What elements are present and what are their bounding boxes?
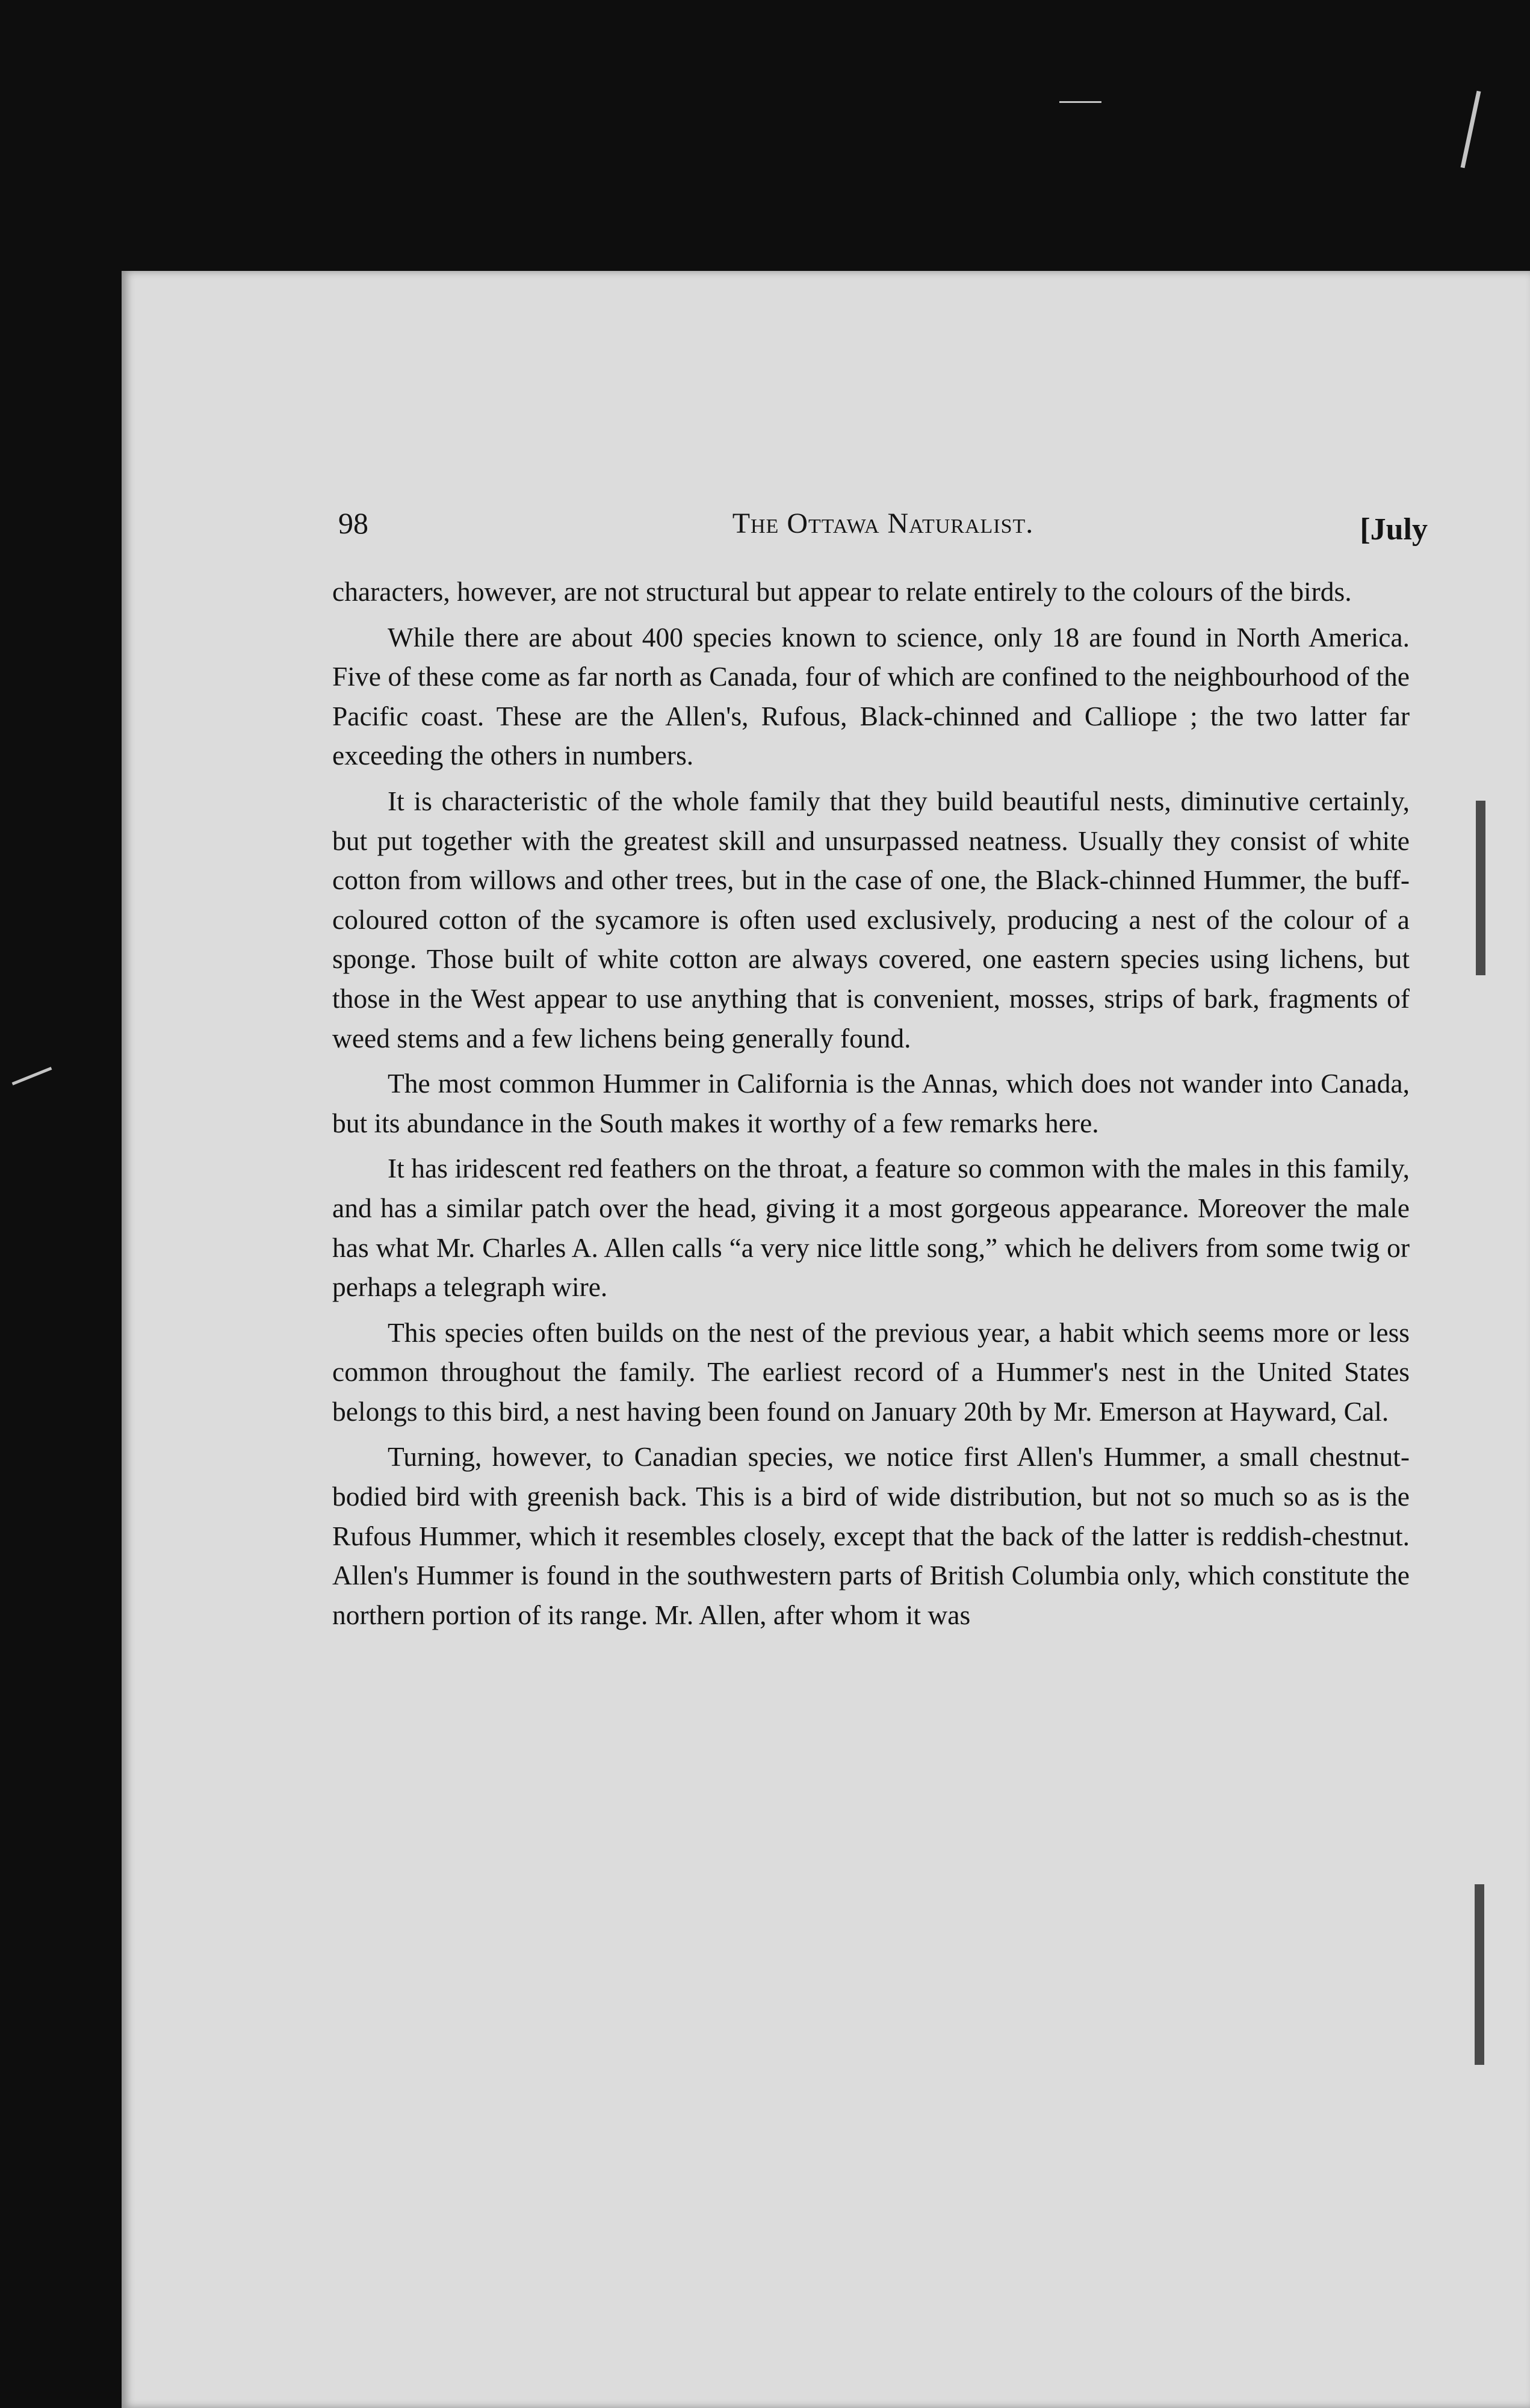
paragraph: It has iridescent red feathers on the throat, a feature so common with the males in this family, and has a similar patch over the head, giving it a most gorgeous appearance. Moreover the male has what Mr. Charles A. Allen calls “a very nice little song,” which he delivers from some twig or perhaps a telegraph wire. — [332, 1153, 1410, 1303]
paragraph: characters, however, are not structural but appear to relate entirely to the colours of the birds. — [332, 576, 1352, 607]
paragraph: This species often builds on the nest of the previous year, a habit which seems more or less common throughout the family. The earliest record of a Hummer's nest in the United States belongs to this bird, a nest having been found on January 20th by Mr. Emerson at Hayward, Cal. — [332, 1317, 1410, 1427]
issue-month: [July — [1360, 512, 1428, 547]
paragraph: Turning, however, to Canadian species, we notice first Allen's Hummer, a small chestnut-bodied bird with greenish back. This is a bird of wide distribution, but not so much so as is the Rufous Hummer, which it resembles closely, except that the back of the latter is reddish-chestnut. Allen's Hummer is found in the southwestern parts of British Columbia only, which constitute the northern portion of its range. Mr. Allen, after whom it was — [332, 1441, 1410, 1630]
page-header — [338, 506, 1428, 554]
binding-shadow — [1475, 1884, 1484, 2065]
paragraph: While there are about 400 species known to science, only 18 are found in North America. Five of these come as far north as Canada, four of which are confined to the neighbourhood of the Pacific coast. These are the Allen's, Rufous, Black-chinned and Calliope ; the two latter far exceeding the others in numbers. — [332, 621, 1410, 771]
scan-artifact — [1059, 101, 1101, 103]
page-number: 98 — [338, 506, 368, 540]
scan-artifact — [1461, 91, 1481, 169]
article-body — [332, 572, 1410, 1634]
paragraph: It is characteristic of the whole family that they build beautiful nests, diminutive certainly, but put together with the greatest skill and unsurpassed neatness. Usually they consist of white cotton from willows and other trees, but in the case of one, the Black-chinned Hummer, the buff-coloured cotton of the sycamore is often used exclusively, producing a nest of the colour of a sponge. Those built of white cotton are always covered, one eastern species using lichens, but those in the West appear to use anything that is convenient, mosses, strips of bark, fragments of weed stems and a few lichens being generally found. — [332, 785, 1410, 1054]
scan-artifact — [12, 1067, 52, 1085]
paragraph: The most common Hummer in California is the Annas, which does not wander into Canada, but its abundance in the South makes it worthy of a few remarks here. — [332, 1068, 1410, 1138]
running-title: The Ottawa Naturalist. — [732, 507, 1034, 539]
document-page — [122, 271, 1530, 2408]
binding-shadow — [1476, 801, 1485, 975]
